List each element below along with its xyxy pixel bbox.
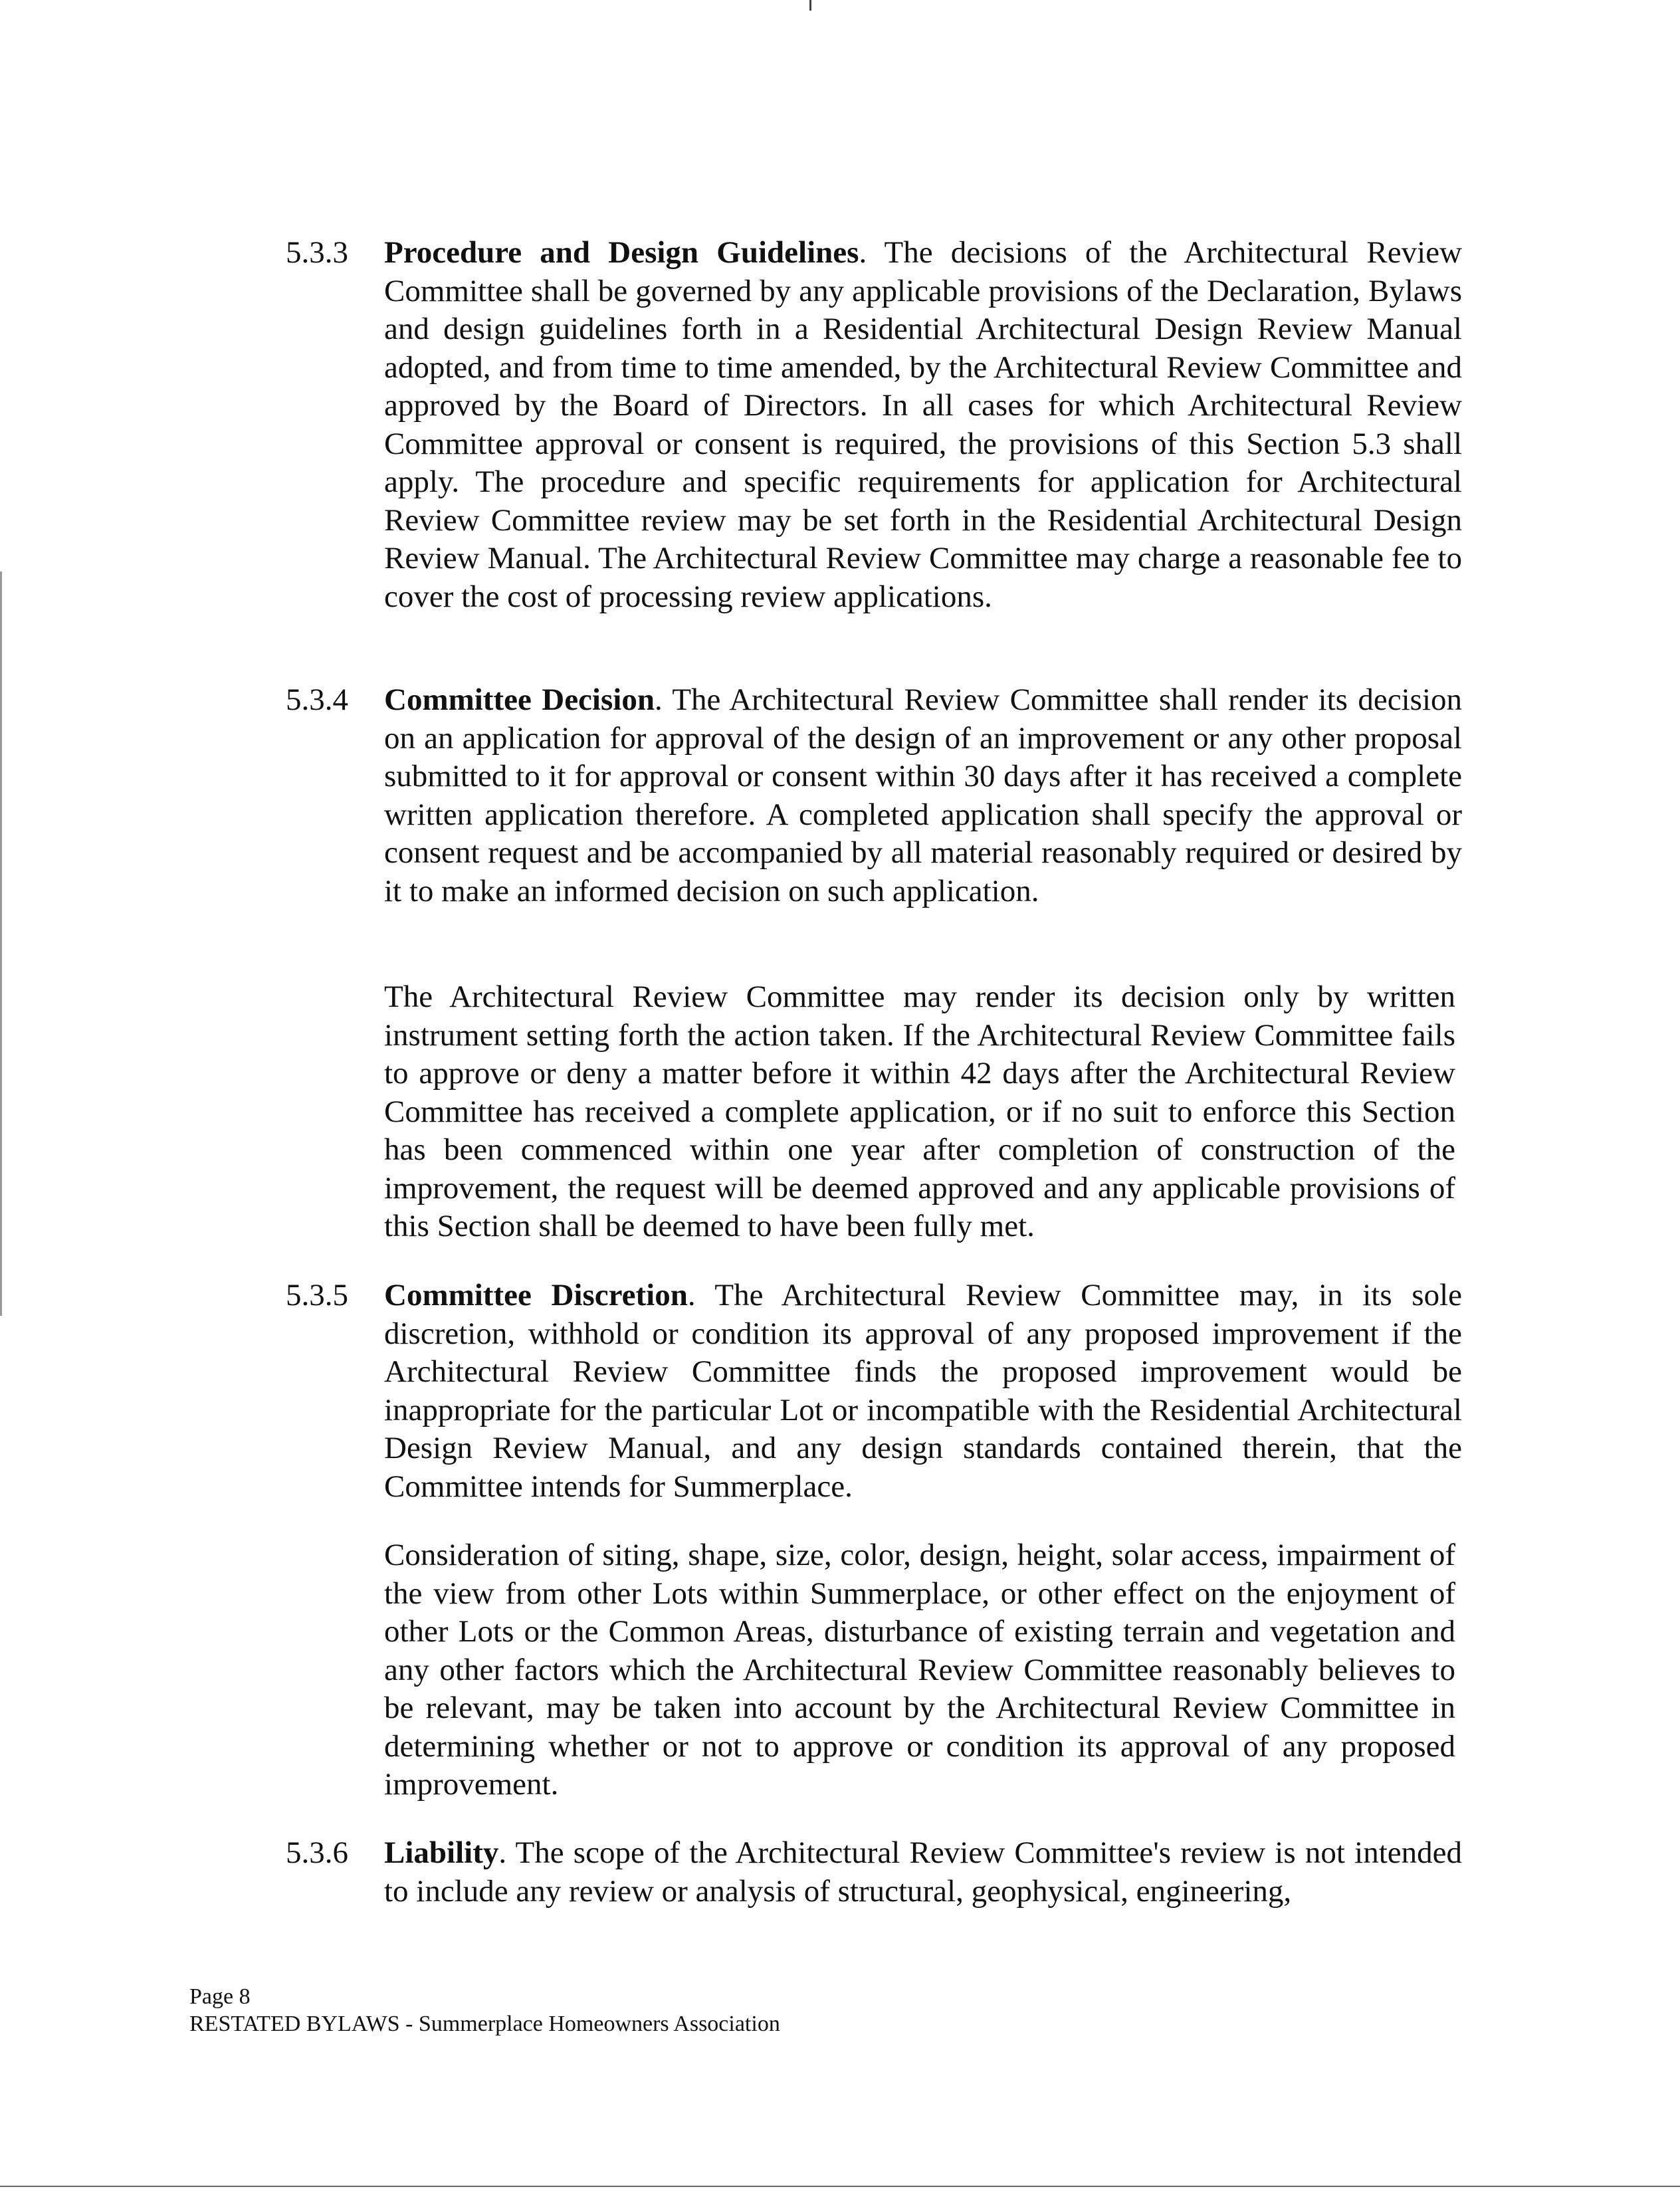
- scan-bottom-edge: [0, 2186, 1680, 2187]
- section-number: 5.3.6: [286, 1835, 348, 1870]
- scan-mark: [809, 0, 811, 11]
- footer-title-rest: - Summerplace Homeowners Association: [399, 2012, 780, 2036]
- section-5-3-4: [286, 681, 1462, 910]
- section-body: [384, 234, 1462, 616]
- section-heading: Committee Decision: [384, 682, 655, 717]
- footer-page-number: Page 8: [189, 1984, 251, 2009]
- section-text: . The decisions of the Architectural Review Committee shall be governed by any applicable provisions of the Declaration, Bylaws and design guidelines forth in a Residential Architectural Design Review Manual adopted, and from time to time amended, by the Architectural Review Committee and approved by the Board of Directors. In all cases for which Architectural Review Committee approval or consent is required, the provisions of this Section 5.3 shall apply. The procedure and specific requirements for application for Architectural Review Committee review may be set forth in the Residential Architectural Design Review Manual. The Architectural Review Committee may charge a reasonable fee to cover the cost of processing review applications.: [384, 235, 1463, 614]
- section-text: . The scope of the Architectural Review Committee's review is not intended to include any review or analysis of structural, geophysical, engineering,: [384, 1835, 1462, 1909]
- section-heading: Committee Discretion: [384, 1278, 688, 1312]
- section-number: 5.3.3: [286, 235, 348, 270]
- scan-edge-mark: [0, 572, 2, 1316]
- section-text: . The Architectural Review Committee may, in its sole discretion, withhold or condition its approval of any proposed improvement if the Architectural Review Committee finds the proposed improvement would be inappropriate for the particular Lot or incompatible with the Residential Architectural Design Review Manual, and any design standards contained therein, that the Committee intends for Summerplace.: [384, 1278, 1462, 1504]
- section-text: . The Architectural Review Committee shall render its decision on an application for approval of the design of an improvement or any other proposal submitted to it for approval or consent within 30 days after it has received a complete written application therefore. A completed application shall specify the approval or consent request and be accompanied by all material reasonably required or desired by it to make an informed decision on such application.: [384, 682, 1462, 908]
- section-number: 5.3.4: [286, 682, 348, 717]
- section-5-3-6: [286, 1834, 1462, 1911]
- section-body: [384, 1277, 1462, 1506]
- footer-title-caps: RESTATED BYLAWS: [189, 2012, 400, 2036]
- footer-document-title: [189, 2011, 780, 2037]
- section-5-3-5: [286, 1277, 1462, 1506]
- section-heading: Procedure and Design Guidelines: [384, 235, 859, 270]
- section-number: 5.3.5: [286, 1278, 348, 1312]
- section-5-3-5-paragraph-2: Consideration of siting, shape, size, color, design, height, solar access, impairment of the view from other Lots within Summerplace, or other effect on the enjoyment of other Lots or the Common Areas, disturbance of existing terrain and vegetation and any other factors which the Architectural Review Committee reasonably believes to be relevant, may be taken into account by the Architectural Review Committee in determining whether or not to approve or condition its approval of any proposed improvement.: [384, 1538, 1455, 1802]
- section-heading: Liability: [384, 1835, 499, 1870]
- section-5-3-4-paragraph-2: The Architectural Review Committee may render its decision only by written instrument setting forth the action taken. If the Architectural Review Committee fails to approve or deny a matter before it within 42 days after the Architectural Review Committee has received a complete application, or if no suit to enforce this Section has been commenced within one year after completion of construction of the improvement, the request will be deemed approved and any applicable provisions of this Section shall be deemed to have been fully met.: [384, 980, 1455, 1243]
- section-5-3-3: [286, 234, 1462, 616]
- section-body: [384, 681, 1462, 910]
- section-body: [384, 1834, 1462, 1911]
